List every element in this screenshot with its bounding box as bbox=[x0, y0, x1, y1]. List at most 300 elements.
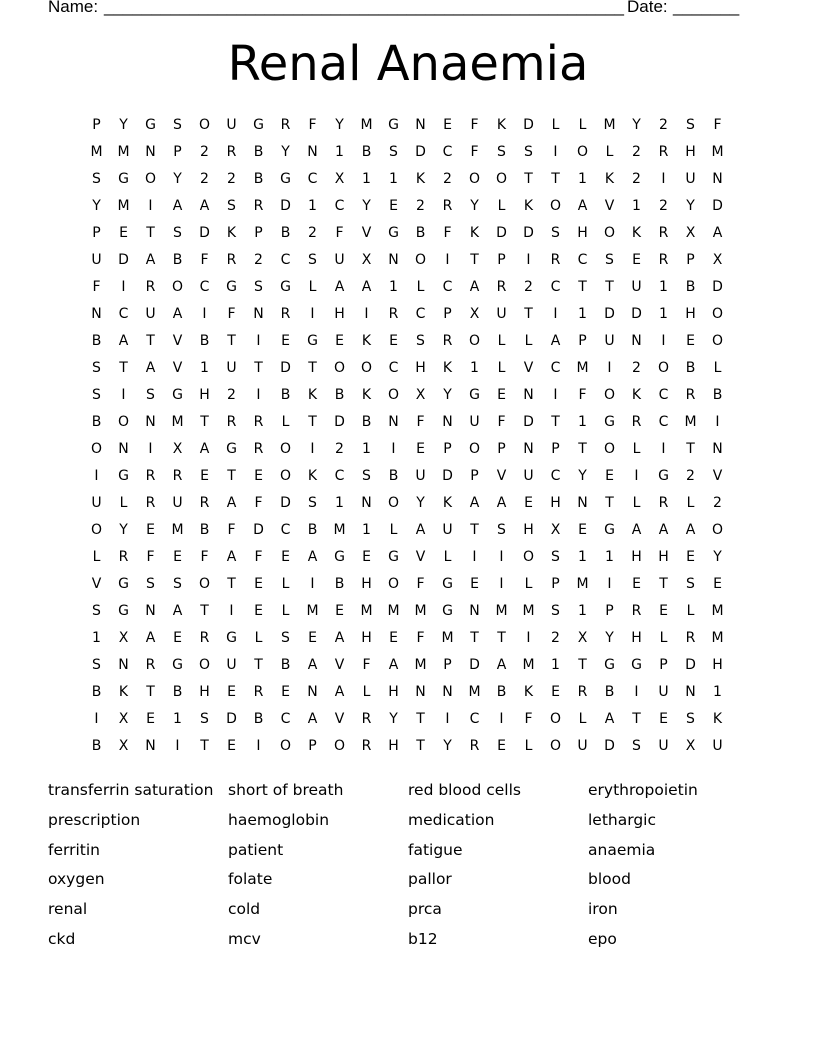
grid-letter[interactable]: T bbox=[146, 225, 155, 241]
grid-letter[interactable]: 2 bbox=[632, 171, 641, 187]
grid-letter[interactable]: F bbox=[524, 711, 533, 727]
grid-letter[interactable]: K bbox=[415, 171, 426, 187]
grid-letter[interactable]: V bbox=[334, 657, 345, 673]
grid-letter[interactable]: F bbox=[443, 225, 452, 241]
grid-letter[interactable]: O bbox=[468, 171, 481, 187]
grid-letter[interactable]: D bbox=[469, 657, 480, 673]
grid-letter[interactable]: N bbox=[577, 495, 588, 511]
grid-letter[interactable]: A bbox=[145, 360, 156, 376]
grid-letter[interactable]: E bbox=[173, 549, 182, 565]
grid-letter[interactable]: H bbox=[631, 630, 642, 646]
grid-letter[interactable]: F bbox=[254, 495, 263, 511]
grid-letter[interactable]: Y bbox=[686, 198, 695, 214]
grid-letter[interactable]: T bbox=[524, 306, 533, 322]
grid-letter[interactable]: O bbox=[171, 279, 184, 295]
grid-letter[interactable]: R bbox=[685, 630, 696, 646]
grid-letter[interactable]: R bbox=[442, 198, 453, 214]
grid-letter[interactable]: E bbox=[686, 333, 695, 349]
grid-letter[interactable]: Y bbox=[119, 522, 128, 538]
grid-letter[interactable]: P bbox=[686, 252, 695, 268]
grid-letter[interactable]: P bbox=[551, 576, 560, 592]
grid-letter[interactable]: I bbox=[445, 252, 450, 268]
grid-letter[interactable]: F bbox=[713, 117, 722, 133]
grid-letter[interactable]: M bbox=[576, 360, 589, 376]
grid-letter[interactable]: T bbox=[632, 711, 641, 727]
grid-letter[interactable]: N bbox=[415, 684, 426, 700]
grid-letter[interactable]: G bbox=[280, 279, 291, 295]
grid-letter[interactable]: D bbox=[280, 360, 291, 376]
grid-letter[interactable]: O bbox=[549, 198, 562, 214]
grid-letter[interactable]: A bbox=[172, 306, 183, 322]
grid-letter[interactable]: B bbox=[91, 738, 102, 754]
grid-letter[interactable]: M bbox=[117, 198, 130, 214]
grid-letter[interactable]: E bbox=[335, 333, 344, 349]
grid-letter[interactable]: P bbox=[578, 333, 587, 349]
grid-letter[interactable]: E bbox=[227, 684, 236, 700]
grid-letter[interactable]: O bbox=[522, 549, 535, 565]
grid-letter[interactable]: F bbox=[416, 576, 425, 592]
grid-letter[interactable]: S bbox=[416, 333, 425, 349]
grid-letter[interactable]: B bbox=[388, 468, 399, 484]
grid-letter[interactable]: D bbox=[523, 225, 534, 241]
grid-letter[interactable]: M bbox=[360, 117, 373, 133]
grid-letter[interactable]: C bbox=[442, 279, 453, 295]
grid-letter[interactable]: T bbox=[686, 441, 695, 457]
grid-letter[interactable]: 1 bbox=[578, 414, 587, 430]
grid-letter[interactable]: O bbox=[279, 468, 292, 484]
grid-letter[interactable]: T bbox=[497, 630, 506, 646]
grid-letter[interactable]: G bbox=[442, 576, 453, 592]
grid-letter[interactable]: A bbox=[307, 549, 318, 565]
grid-letter[interactable]: O bbox=[711, 333, 724, 349]
grid-letter[interactable]: N bbox=[253, 306, 264, 322]
grid-letter[interactable]: T bbox=[308, 360, 317, 376]
grid-letter[interactable]: R bbox=[199, 495, 210, 511]
grid-letter[interactable]: I bbox=[94, 468, 99, 484]
grid-letter[interactable]: D bbox=[415, 144, 426, 160]
grid-letter[interactable]: C bbox=[388, 360, 399, 376]
grid-letter[interactable]: E bbox=[389, 630, 398, 646]
grid-letter[interactable]: A bbox=[199, 441, 210, 457]
grid-letter[interactable]: N bbox=[712, 441, 723, 457]
grid-letter[interactable]: M bbox=[468, 684, 481, 700]
grid-letter[interactable]: T bbox=[200, 738, 209, 754]
grid-letter[interactable]: 1 bbox=[389, 171, 398, 187]
grid-letter[interactable]: D bbox=[280, 198, 291, 214]
grid-letter[interactable]: S bbox=[146, 387, 155, 403]
grid-letter[interactable]: M bbox=[522, 657, 535, 673]
grid-letter[interactable]: C bbox=[469, 711, 480, 727]
grid-letter[interactable]: 2 bbox=[200, 171, 209, 187]
grid-letter[interactable]: O bbox=[360, 360, 373, 376]
grid-letter[interactable]: D bbox=[199, 225, 210, 241]
grid-letter[interactable]: M bbox=[360, 603, 373, 619]
grid-letter[interactable]: M bbox=[711, 144, 724, 160]
grid-letter[interactable]: G bbox=[226, 630, 237, 646]
grid-letter[interactable]: E bbox=[362, 549, 371, 565]
grid-letter[interactable]: U bbox=[226, 657, 237, 673]
grid-letter[interactable]: N bbox=[388, 414, 399, 430]
grid-letter[interactable]: S bbox=[686, 711, 695, 727]
grid-letter[interactable]: A bbox=[361, 279, 372, 295]
grid-letter[interactable]: P bbox=[497, 252, 506, 268]
grid-letter[interactable]: Y bbox=[713, 549, 722, 565]
grid-letter[interactable]: B bbox=[334, 387, 345, 403]
grid-letter[interactable]: L bbox=[362, 684, 371, 700]
grid-letter[interactable]: C bbox=[415, 306, 426, 322]
grid-letter[interactable]: 2 bbox=[659, 198, 668, 214]
grid-letter[interactable]: I bbox=[634, 684, 639, 700]
grid-letter[interactable]: Y bbox=[389, 711, 398, 727]
grid-letter[interactable]: L bbox=[389, 522, 398, 538]
grid-letter[interactable]: R bbox=[226, 252, 237, 268]
grid-letter[interactable]: H bbox=[415, 360, 426, 376]
grid-letter[interactable]: I bbox=[148, 441, 153, 457]
grid-letter[interactable]: I bbox=[526, 630, 531, 646]
grid-letter[interactable]: O bbox=[279, 738, 292, 754]
grid-letter[interactable]: K bbox=[307, 468, 318, 484]
grid-letter[interactable]: E bbox=[281, 684, 290, 700]
grid-letter[interactable]: E bbox=[443, 117, 452, 133]
grid-letter[interactable]: I bbox=[310, 306, 315, 322]
grid-letter[interactable]: Y bbox=[362, 198, 371, 214]
grid-letter[interactable]: N bbox=[118, 441, 129, 457]
grid-letter[interactable]: B bbox=[91, 333, 102, 349]
grid-letter[interactable]: S bbox=[281, 630, 290, 646]
grid-letter[interactable]: T bbox=[119, 360, 128, 376]
grid-letter[interactable]: S bbox=[92, 171, 101, 187]
grid-letter[interactable]: A bbox=[658, 522, 669, 538]
grid-letter[interactable]: R bbox=[199, 630, 210, 646]
grid-letter[interactable]: T bbox=[227, 576, 236, 592]
grid-letter[interactable]: I bbox=[472, 549, 477, 565]
grid-letter[interactable]: C bbox=[550, 360, 561, 376]
grid-letter[interactable]: B bbox=[91, 414, 102, 430]
grid-letter[interactable]: G bbox=[469, 387, 480, 403]
grid-letter[interactable]: L bbox=[281, 414, 290, 430]
grid-letter[interactable]: K bbox=[442, 360, 453, 376]
grid-letter[interactable]: X bbox=[118, 711, 129, 727]
grid-letter[interactable]: T bbox=[254, 657, 263, 673]
grid-letter[interactable]: A bbox=[685, 522, 696, 538]
grid-letter[interactable]: O bbox=[414, 252, 427, 268]
grid-letter[interactable]: E bbox=[551, 684, 560, 700]
grid-letter[interactable]: Y bbox=[173, 171, 182, 187]
grid-letter[interactable]: C bbox=[118, 306, 129, 322]
grid-letter[interactable]: F bbox=[146, 549, 155, 565]
grid-letter[interactable]: S bbox=[686, 576, 695, 592]
grid-letter[interactable]: D bbox=[631, 306, 642, 322]
grid-letter[interactable]: R bbox=[118, 549, 129, 565]
grid-letter[interactable]: S bbox=[497, 144, 506, 160]
grid-letter[interactable]: I bbox=[661, 171, 666, 187]
grid-letter[interactable]: G bbox=[388, 117, 399, 133]
grid-letter[interactable]: G bbox=[604, 657, 615, 673]
grid-letter[interactable]: 1 bbox=[173, 711, 182, 727]
grid-letter[interactable]: C bbox=[658, 414, 669, 430]
grid-letter[interactable]: S bbox=[686, 117, 695, 133]
grid-letter[interactable]: F bbox=[200, 549, 209, 565]
grid-letter[interactable]: S bbox=[524, 144, 533, 160]
grid-letter[interactable]: M bbox=[171, 522, 184, 538]
grid-letter[interactable]: C bbox=[199, 279, 210, 295]
grid-letter[interactable]: A bbox=[496, 657, 507, 673]
grid-letter[interactable]: 2 bbox=[551, 630, 560, 646]
grid-letter[interactable]: P bbox=[443, 306, 452, 322]
grid-letter[interactable]: K bbox=[631, 387, 642, 403]
grid-letter[interactable]: T bbox=[416, 738, 425, 754]
grid-letter[interactable]: M bbox=[576, 576, 589, 592]
grid-letter[interactable]: E bbox=[254, 603, 263, 619]
grid-letter[interactable]: V bbox=[91, 576, 102, 592]
grid-letter[interactable]: A bbox=[226, 549, 237, 565]
grid-letter[interactable]: O bbox=[576, 144, 589, 160]
grid-letter[interactable]: Y bbox=[578, 468, 587, 484]
grid-letter[interactable]: I bbox=[715, 414, 720, 430]
grid-letter[interactable]: 1 bbox=[659, 279, 668, 295]
grid-letter[interactable]: V bbox=[172, 333, 183, 349]
grid-letter[interactable]: T bbox=[146, 684, 155, 700]
grid-letter[interactable]: E bbox=[470, 576, 479, 592]
grid-letter[interactable]: N bbox=[145, 144, 156, 160]
grid-letter[interactable]: L bbox=[551, 117, 560, 133]
grid-letter[interactable]: A bbox=[496, 495, 507, 511]
grid-letter[interactable]: G bbox=[118, 468, 129, 484]
grid-letter[interactable]: V bbox=[523, 360, 534, 376]
grid-letter[interactable]: X bbox=[172, 441, 183, 457]
grid-letter[interactable]: R bbox=[388, 306, 399, 322]
grid-letter[interactable]: B bbox=[415, 225, 426, 241]
grid-letter[interactable]: E bbox=[524, 495, 533, 511]
grid-letter[interactable]: A bbox=[307, 711, 318, 727]
grid-letter[interactable]: I bbox=[94, 711, 99, 727]
grid-letter[interactable]: U bbox=[631, 279, 642, 295]
grid-letter[interactable]: L bbox=[497, 198, 506, 214]
grid-letter[interactable]: I bbox=[661, 333, 666, 349]
grid-letter[interactable]: I bbox=[310, 441, 315, 457]
grid-letter[interactable]: R bbox=[577, 684, 588, 700]
grid-letter[interactable]: 2 bbox=[416, 198, 425, 214]
grid-letter[interactable]: N bbox=[685, 684, 696, 700]
grid-letter[interactable]: O bbox=[387, 576, 400, 592]
grid-letter[interactable]: C bbox=[577, 252, 588, 268]
grid-letter[interactable]: H bbox=[685, 306, 696, 322]
grid-letter[interactable]: P bbox=[92, 225, 101, 241]
grid-letter[interactable]: A bbox=[172, 603, 183, 619]
grid-letter[interactable]: S bbox=[92, 657, 101, 673]
grid-letter[interactable]: 2 bbox=[200, 144, 209, 160]
grid-letter[interactable]: X bbox=[685, 225, 696, 241]
grid-letter[interactable]: F bbox=[470, 117, 479, 133]
grid-letter[interactable]: H bbox=[631, 549, 642, 565]
grid-letter[interactable]: R bbox=[469, 738, 480, 754]
grid-letter[interactable]: M bbox=[171, 414, 184, 430]
grid-letter[interactable]: P bbox=[92, 117, 101, 133]
grid-letter[interactable]: I bbox=[121, 279, 126, 295]
grid-letter[interactable]: R bbox=[253, 684, 264, 700]
grid-letter[interactable]: S bbox=[362, 468, 371, 484]
grid-letter[interactable]: K bbox=[523, 198, 534, 214]
grid-letter[interactable]: L bbox=[119, 495, 128, 511]
grid-letter[interactable]: S bbox=[551, 225, 560, 241]
grid-letter[interactable]: F bbox=[227, 306, 236, 322]
grid-letter[interactable]: I bbox=[499, 576, 504, 592]
grid-letter[interactable]: B bbox=[685, 360, 696, 376]
grid-letter[interactable]: A bbox=[604, 711, 615, 727]
grid-letter[interactable]: N bbox=[307, 144, 318, 160]
grid-letter[interactable]: N bbox=[442, 684, 453, 700]
grid-letter[interactable]: F bbox=[308, 117, 317, 133]
grid-letter[interactable]: E bbox=[335, 603, 344, 619]
grid-letter[interactable]: Y bbox=[119, 117, 128, 133]
grid-letter[interactable]: E bbox=[146, 711, 155, 727]
grid-letter[interactable]: X bbox=[577, 630, 588, 646]
grid-letter[interactable]: B bbox=[280, 225, 291, 241]
grid-letter[interactable]: 1 bbox=[308, 198, 317, 214]
grid-letter[interactable]: R bbox=[496, 279, 507, 295]
grid-letter[interactable]: E bbox=[713, 576, 722, 592]
grid-letter[interactable]: S bbox=[254, 279, 263, 295]
grid-letter[interactable]: C bbox=[550, 279, 561, 295]
grid-letter[interactable]: L bbox=[659, 630, 668, 646]
grid-letter[interactable]: B bbox=[280, 657, 291, 673]
grid-letter[interactable]: E bbox=[605, 468, 614, 484]
grid-letter[interactable]: T bbox=[146, 333, 155, 349]
grid-letter[interactable]: N bbox=[712, 171, 723, 187]
grid-letter[interactable]: S bbox=[632, 738, 641, 754]
grid-letter[interactable]: L bbox=[497, 333, 506, 349]
grid-letter[interactable]: S bbox=[173, 576, 182, 592]
grid-letter[interactable]: R bbox=[145, 279, 156, 295]
grid-letter[interactable]: P bbox=[659, 657, 668, 673]
grid-letter[interactable]: B bbox=[712, 387, 723, 403]
grid-letter[interactable]: H bbox=[523, 522, 534, 538]
grid-letter[interactable]: R bbox=[550, 252, 561, 268]
grid-letter[interactable]: K bbox=[361, 387, 372, 403]
grid-letter[interactable]: P bbox=[497, 441, 506, 457]
grid-letter[interactable]: 2 bbox=[524, 279, 533, 295]
grid-letter[interactable]: V bbox=[361, 225, 372, 241]
grid-letter[interactable]: 2 bbox=[659, 117, 668, 133]
grid-letter[interactable]: P bbox=[470, 468, 479, 484]
grid-letter[interactable]: L bbox=[686, 603, 695, 619]
grid-letter[interactable]: 1 bbox=[92, 630, 101, 646]
grid-letter[interactable]: F bbox=[470, 144, 479, 160]
grid-letter[interactable]: L bbox=[281, 603, 290, 619]
grid-letter[interactable]: M bbox=[90, 144, 103, 160]
grid-letter[interactable]: B bbox=[361, 144, 372, 160]
grid-letter[interactable]: E bbox=[254, 576, 263, 592]
grid-letter[interactable]: D bbox=[334, 414, 345, 430]
grid-letter[interactable]: I bbox=[256, 387, 261, 403]
grid-letter[interactable]: A bbox=[577, 198, 588, 214]
grid-letter[interactable]: L bbox=[713, 360, 722, 376]
grid-letter[interactable]: B bbox=[361, 414, 372, 430]
grid-letter[interactable]: D bbox=[685, 657, 696, 673]
grid-letter[interactable]: G bbox=[118, 576, 129, 592]
grid-letter[interactable]: F bbox=[227, 522, 236, 538]
grid-letter[interactable]: R bbox=[631, 603, 642, 619]
grid-letter[interactable]: L bbox=[443, 549, 452, 565]
grid-letter[interactable]: B bbox=[496, 684, 507, 700]
grid-letter[interactable]: O bbox=[279, 441, 292, 457]
grid-letter[interactable]: G bbox=[442, 603, 453, 619]
grid-letter[interactable]: M bbox=[117, 144, 130, 160]
grid-letter[interactable]: A bbox=[226, 495, 237, 511]
grid-letter[interactable]: O bbox=[387, 495, 400, 511]
grid-letter[interactable]: K bbox=[226, 225, 237, 241]
grid-letter[interactable]: O bbox=[603, 387, 616, 403]
grid-letter[interactable]: T bbox=[551, 171, 560, 187]
grid-letter[interactable]: C bbox=[334, 468, 345, 484]
grid-letter[interactable]: A bbox=[334, 684, 345, 700]
grid-letter[interactable]: U bbox=[145, 306, 156, 322]
grid-letter[interactable]: O bbox=[468, 333, 481, 349]
grid-letter[interactable]: T bbox=[254, 360, 263, 376]
grid-letter[interactable]: B bbox=[253, 711, 264, 727]
grid-letter[interactable]: 2 bbox=[335, 441, 344, 457]
grid-letter[interactable]: T bbox=[524, 171, 533, 187]
grid-letter[interactable]: V bbox=[172, 360, 183, 376]
grid-letter[interactable]: A bbox=[712, 225, 723, 241]
grid-letter[interactable]: U bbox=[415, 468, 426, 484]
grid-letter[interactable]: N bbox=[469, 603, 480, 619]
grid-letter[interactable]: R bbox=[172, 468, 183, 484]
grid-letter[interactable]: G bbox=[172, 387, 183, 403]
grid-letter[interactable]: G bbox=[388, 225, 399, 241]
grid-letter[interactable]: T bbox=[578, 279, 587, 295]
grid-letter[interactable]: C bbox=[280, 711, 291, 727]
grid-letter[interactable]: K bbox=[604, 171, 615, 187]
grid-letter[interactable]: I bbox=[148, 198, 153, 214]
grid-letter[interactable]: T bbox=[659, 576, 668, 592]
grid-letter[interactable]: S bbox=[389, 144, 398, 160]
grid-letter[interactable]: O bbox=[603, 225, 616, 241]
grid-letter[interactable]: E bbox=[497, 387, 506, 403]
grid-letter[interactable]: 1 bbox=[578, 603, 587, 619]
grid-letter[interactable]: Y bbox=[443, 738, 452, 754]
grid-letter[interactable]: U bbox=[496, 306, 507, 322]
grid-letter[interactable]: G bbox=[118, 603, 129, 619]
grid-letter[interactable]: G bbox=[334, 549, 345, 565]
grid-letter[interactable]: S bbox=[605, 252, 614, 268]
grid-letter[interactable]: G bbox=[307, 333, 318, 349]
grid-letter[interactable]: R bbox=[145, 468, 156, 484]
grid-letter[interactable]: N bbox=[118, 657, 129, 673]
grid-letter[interactable]: N bbox=[145, 603, 156, 619]
grid-letter[interactable]: E bbox=[146, 522, 155, 538]
grid-letter[interactable]: G bbox=[226, 279, 237, 295]
grid-letter[interactable]: N bbox=[523, 441, 534, 457]
grid-letter[interactable]: E bbox=[686, 549, 695, 565]
grid-letter[interactable]: 2 bbox=[713, 495, 722, 511]
grid-letter[interactable]: I bbox=[175, 738, 180, 754]
grid-letter[interactable]: R bbox=[361, 711, 372, 727]
grid-letter[interactable]: X bbox=[118, 738, 129, 754]
grid-letter[interactable]: P bbox=[443, 441, 452, 457]
grid-letter[interactable]: L bbox=[92, 549, 101, 565]
grid-letter[interactable]: G bbox=[280, 171, 291, 187]
grid-letter[interactable]: K bbox=[361, 333, 372, 349]
grid-letter[interactable]: R bbox=[658, 144, 669, 160]
grid-letter[interactable]: K bbox=[496, 117, 507, 133]
grid-letter[interactable]: N bbox=[145, 738, 156, 754]
grid-letter[interactable]: X bbox=[334, 171, 345, 187]
grid-letter[interactable]: I bbox=[256, 738, 261, 754]
grid-letter[interactable]: H bbox=[334, 306, 345, 322]
grid-letter[interactable]: C bbox=[280, 522, 291, 538]
grid-letter[interactable]: R bbox=[658, 252, 669, 268]
